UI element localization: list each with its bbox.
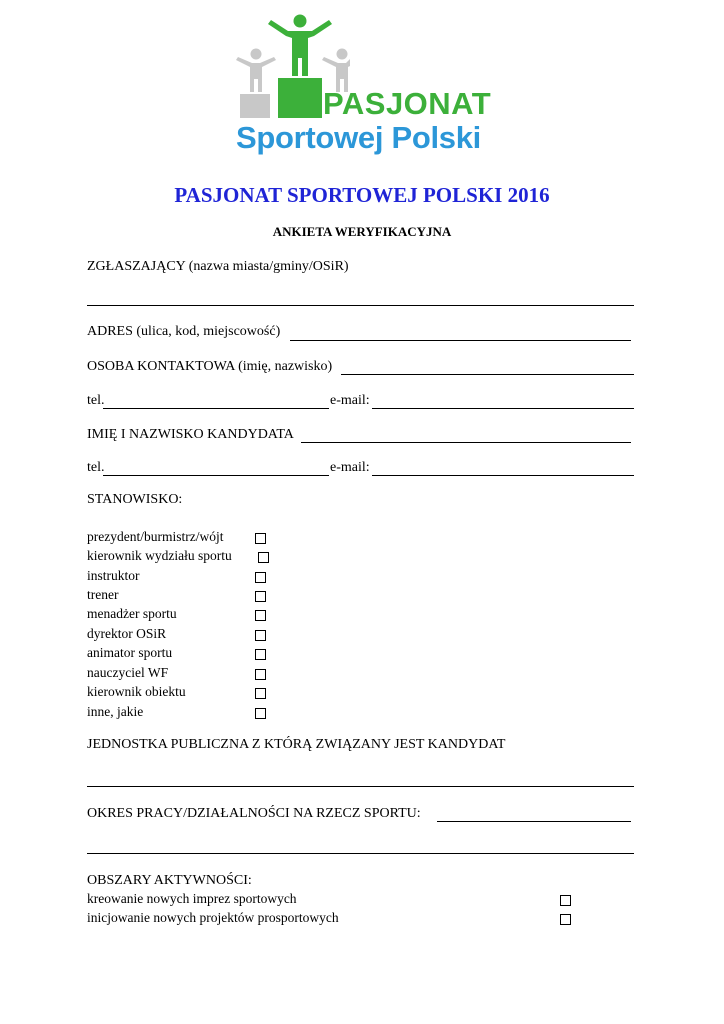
position-label: STANOWISKO: — [87, 492, 183, 507]
work-period-field-extra[interactable] — [87, 853, 634, 854]
logo-title: PASJONAT — [323, 86, 492, 121]
email-label: e-mail: — [330, 393, 370, 408]
position-item-label: dyrektor OSiR — [87, 626, 167, 641]
page-title: PASJONAT SPORTOWEJ POLSKI 2016 — [174, 183, 550, 207]
candidate-email-label: e-mail: — [330, 460, 370, 475]
position-item-label: nauczyciel WF — [87, 665, 169, 680]
activity-item-label: inicjowanie nowych projektów prosportowych — [87, 910, 339, 925]
email-field[interactable] — [372, 408, 634, 409]
position-item-label: inne, jakie — [87, 704, 144, 719]
applicant-field[interactable] — [87, 305, 634, 306]
candidate-tel-label: tel. — [87, 460, 105, 475]
position-checkbox[interactable] — [255, 591, 266, 602]
candidate-field[interactable] — [301, 442, 631, 443]
position-checkbox[interactable] — [255, 688, 266, 699]
position-item-label: instruktor — [87, 568, 140, 583]
address-label: ADRES (ulica, kod, miejscowość) — [87, 324, 281, 339]
position-checkbox[interactable] — [255, 533, 266, 544]
candidate-label: IMIĘ I NAZWISKO KANDYDATA — [87, 427, 294, 442]
position-item-label: prezydent/burmistrz/wójt — [87, 529, 224, 544]
work-period-label: OKRES PRACY/DZIAŁALNOŚCI NA RZECZ SPORTU: — [87, 806, 421, 821]
position-checkbox[interactable] — [255, 630, 266, 641]
candidate-tel-field[interactable] — [103, 475, 329, 476]
position-checkbox[interactable] — [255, 649, 266, 660]
tel-field[interactable] — [103, 408, 329, 409]
position-item-label: kierownik wydziału sportu — [87, 548, 232, 563]
position-item-label: trener — [87, 587, 119, 602]
activity-item-label: kreowanie nowych imprez sportowych — [87, 891, 297, 906]
position-item-label: animator sportu — [87, 645, 173, 660]
position-item-label: menadżer sportu — [87, 606, 177, 621]
contact-label: OSOBA KONTAKTOWA (imię, nazwisko) — [87, 359, 333, 374]
position-checkbox[interactable] — [255, 669, 266, 680]
tel-label: tel. — [87, 393, 105, 408]
position-item-label: kierownik obiektu — [87, 684, 186, 699]
position-checkbox[interactable] — [255, 610, 266, 621]
contact-field[interactable] — [341, 374, 634, 375]
public-unit-field[interactable] — [87, 786, 634, 787]
activity-label: OBSZARY AKTYWNOŚCI: — [87, 873, 252, 888]
candidate-email-field[interactable] — [372, 475, 634, 476]
position-checkbox[interactable] — [258, 552, 269, 563]
position-checkbox[interactable] — [255, 708, 266, 719]
activity-checkbox[interactable] — [560, 895, 571, 906]
address-field[interactable] — [290, 340, 631, 341]
activity-checkbox[interactable] — [560, 914, 571, 925]
position-checkbox[interactable] — [255, 572, 266, 583]
work-period-field[interactable] — [437, 821, 631, 822]
logo-subtitle: Sportowej Polski — [236, 120, 481, 155]
applicant-label: ZGŁASZAJĄCY (nazwa miasta/gminy/OSiR) — [87, 259, 349, 274]
page-subtitle: ANKIETA WERYFIKACYJNA — [272, 224, 452, 239]
public-unit-label: JEDNOSTKA PUBLICZNA Z KTÓRĄ ZWIĄZANY JEST KANDYDAT — [87, 737, 506, 752]
